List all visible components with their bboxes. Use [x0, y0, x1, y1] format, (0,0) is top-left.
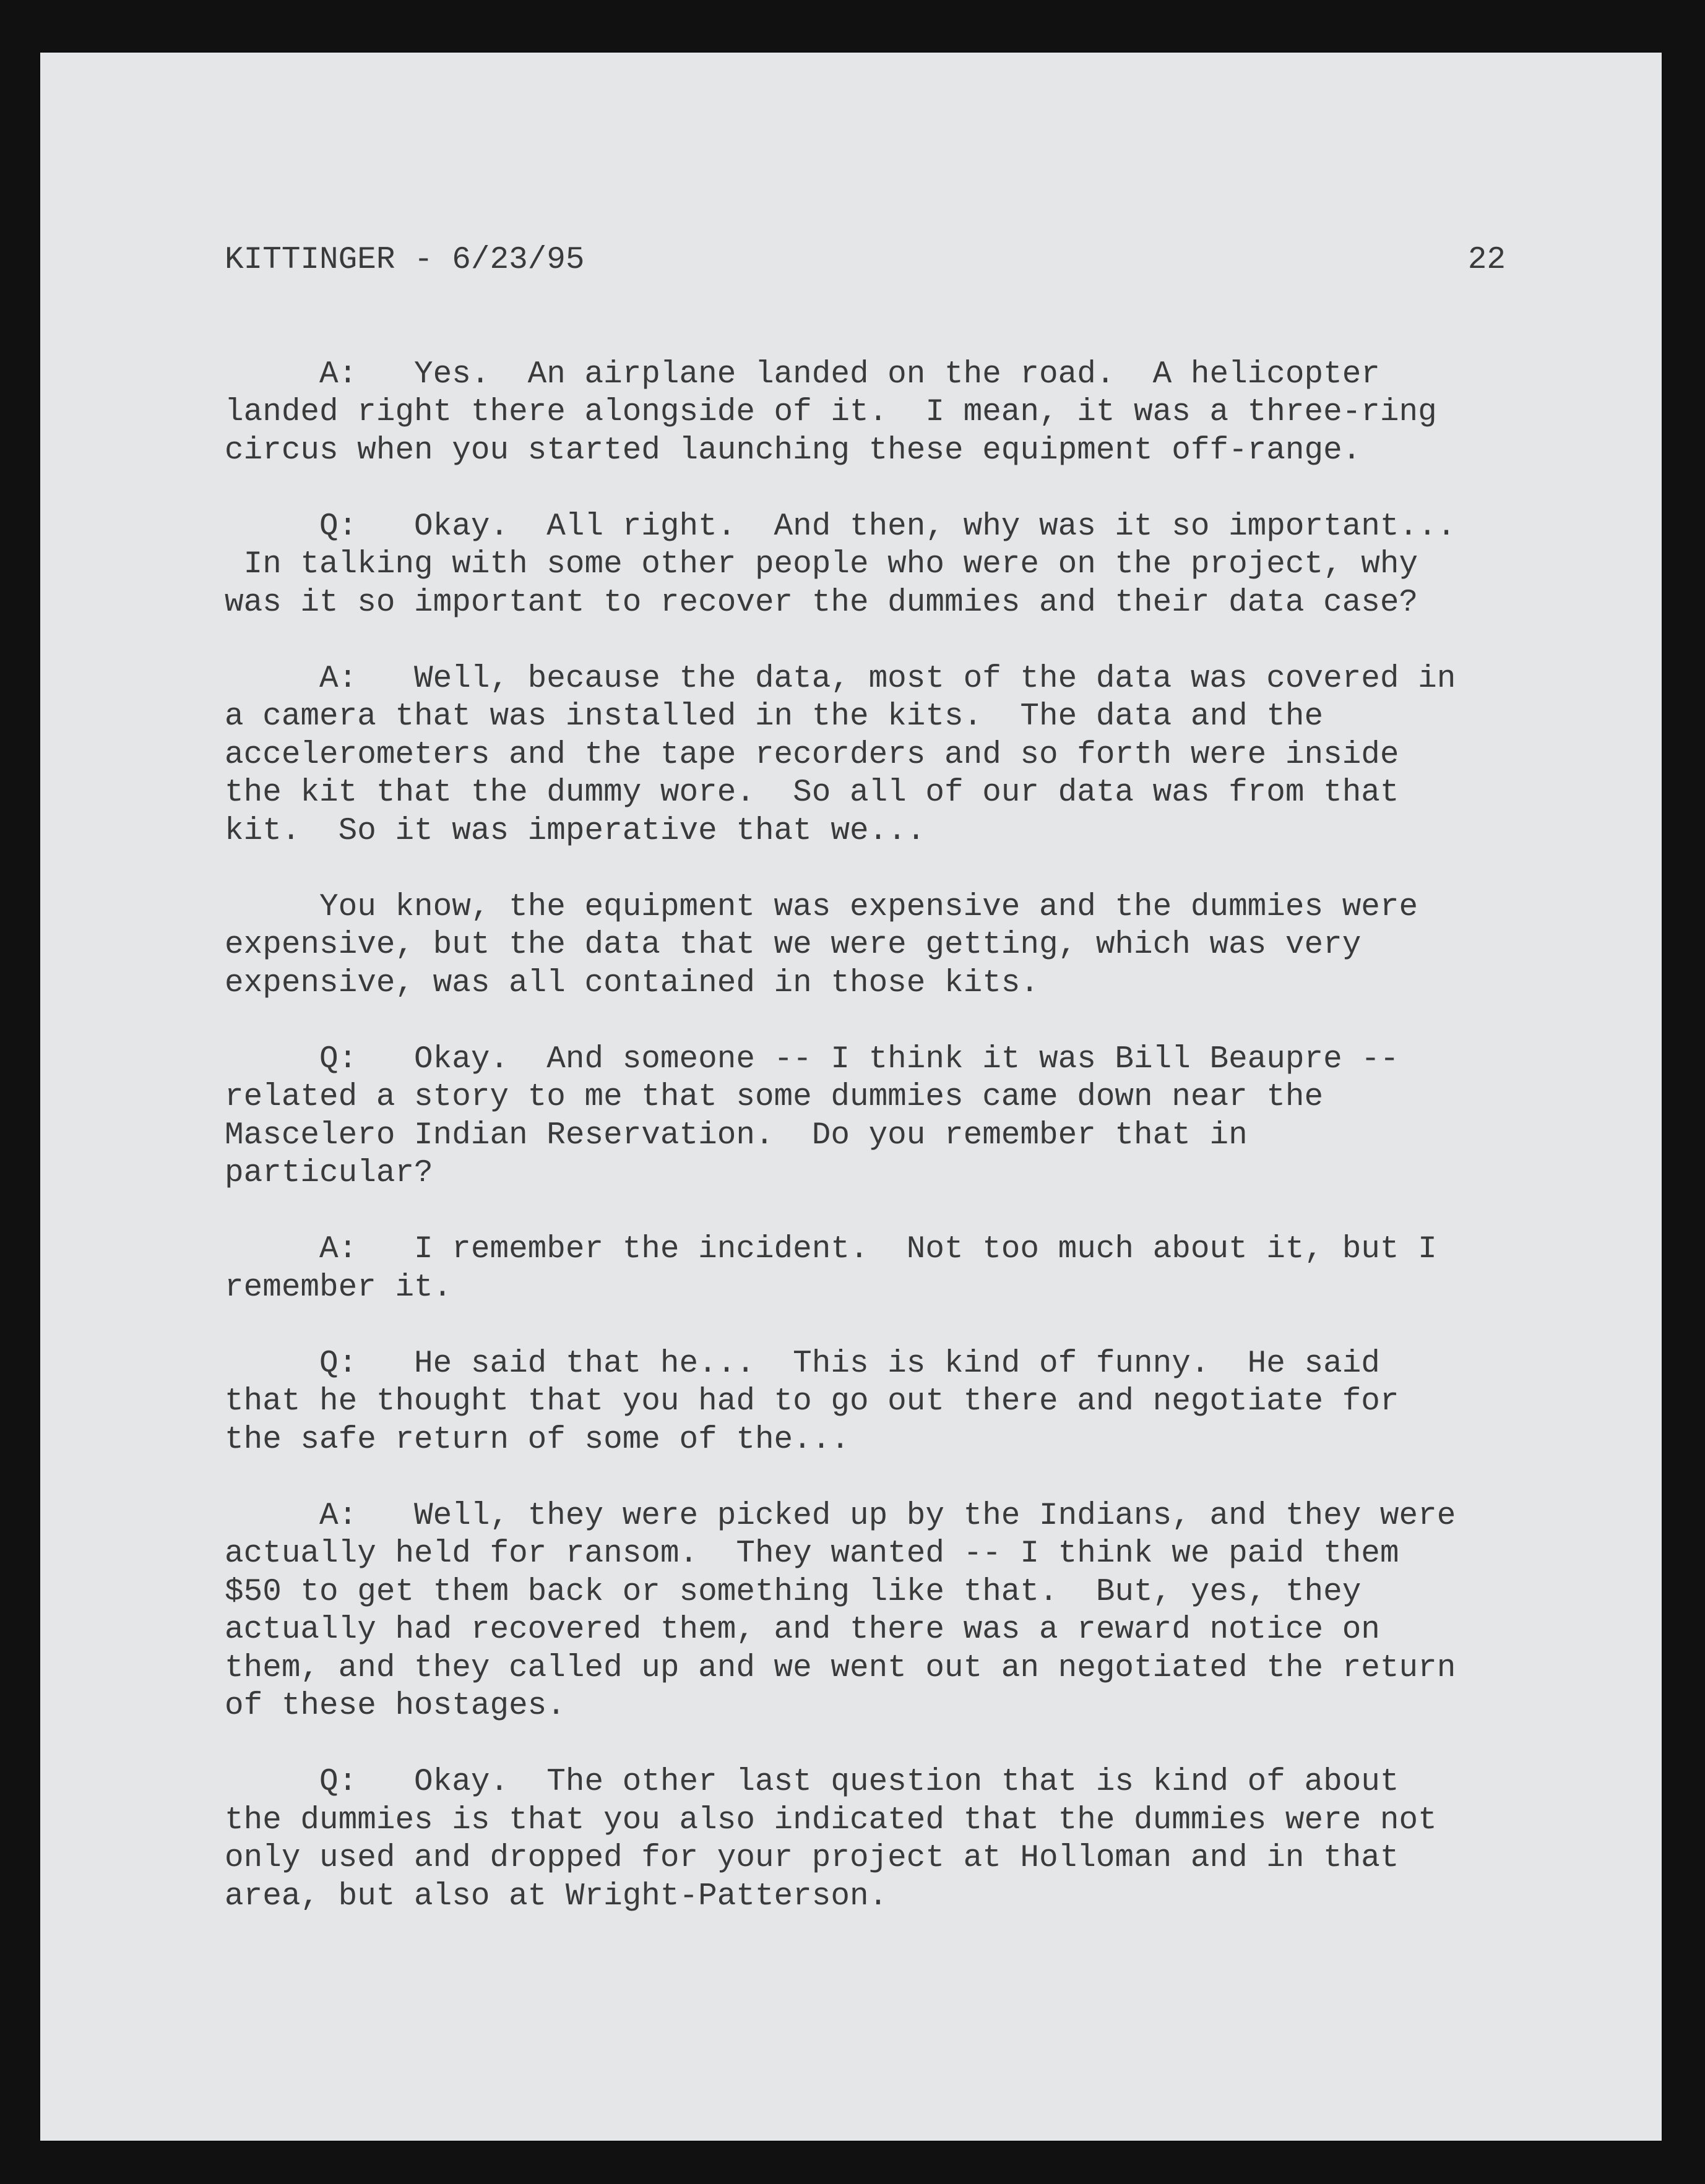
text-line: circus when you started launching these equipment off-range. — [225, 432, 1362, 468]
transcript-paragraph — [225, 1231, 1524, 1307]
text-line: Q: He said that he... This is kind of funny. He said — [225, 1346, 1380, 1382]
transcript-paragraph — [225, 1041, 1524, 1193]
text-line: remember it. — [225, 1270, 452, 1305]
text-line: area, but also at Wright-Patterson. — [225, 1878, 888, 1914]
text-line: the dummies is that you also indicated that the dummies were not — [225, 1802, 1437, 1838]
text-line: expensive, but the data that we were getting, which was very — [225, 927, 1362, 963]
page-number: 22 — [1467, 243, 1506, 278]
text-line: expensive, was all contained in those kits. — [225, 965, 1040, 1001]
text-line: them, and they called up and we went out an negotiated the return — [225, 1650, 1456, 1686]
transcript-paragraph — [225, 660, 1524, 851]
text-line: A: Well, they were picked up by the Indians, and they were — [225, 1498, 1456, 1534]
text-line: A: Yes. An airplane landed on the road. A helicopter — [225, 356, 1380, 392]
text-line: that he thought that you had to go out there and negotiate for — [225, 1384, 1399, 1419]
text-line: of these hostages. — [225, 1688, 566, 1724]
text-line: accelerometers and the tape recorders and so forth were inside — [225, 737, 1399, 773]
text-line: actually had recovered them, and there was a reward notice on — [225, 1612, 1380, 1648]
transcript-paragraph — [225, 508, 1524, 622]
text-line: $50 to get them back or something like that. But, yes, they — [225, 1574, 1362, 1610]
text-line: the safe return of some of the... — [225, 1422, 850, 1458]
page-header — [225, 241, 1506, 280]
text-line: In talking with some other people who were on the project, why — [225, 547, 1418, 582]
text-line: A: Well, because the data, most of the data was covered in — [225, 661, 1456, 697]
document-page — [40, 53, 1662, 2141]
transcript-paragraph — [225, 356, 1524, 470]
transcript-body — [225, 356, 1524, 1916]
text-line: related a story to me that some dummies came down near the — [225, 1080, 1324, 1115]
text-line: kit. So it was imperative that we... — [225, 813, 926, 849]
text-line: You know, the equipment was expensive and the dummies were — [225, 889, 1418, 925]
text-line: Q: Okay. And someone -- I think it was Bill Beaupre -- — [225, 1041, 1399, 1077]
text-line: Mascelero Indian Reservation. Do you remember that in — [225, 1117, 1248, 1153]
header-title: KITTINGER - 6/23/95 — [225, 243, 585, 278]
text-line: Q: Okay. The other last question that is kind of about — [225, 1765, 1399, 1800]
document-content — [225, 241, 1524, 1954]
transcript-paragraph — [225, 1345, 1524, 1460]
text-line: A: I remember the incident. Not too much about it, but I — [225, 1232, 1437, 1267]
transcript-paragraph — [225, 888, 1524, 1003]
text-line: a camera that was installed in the kits. The data and the — [225, 699, 1324, 734]
text-line: only used and dropped for your project at Holloman and in that — [225, 1841, 1399, 1876]
text-line: particular? — [225, 1156, 433, 1191]
text-line: landed right there alongside of it. I mean, it was a three-ring — [225, 395, 1437, 430]
transcript-paragraph — [225, 1497, 1524, 1726]
text-line: the kit that the dummy wore. So all of our data was from that — [225, 775, 1399, 810]
text-line: was it so important to recover the dummies and their data case? — [225, 585, 1418, 621]
text-line: Q: Okay. All right. And then, why was it so important... — [225, 509, 1456, 544]
text-line: actually held for ransom. They wanted -- I think we paid them — [225, 1536, 1399, 1571]
transcript-paragraph — [225, 1763, 1524, 1915]
